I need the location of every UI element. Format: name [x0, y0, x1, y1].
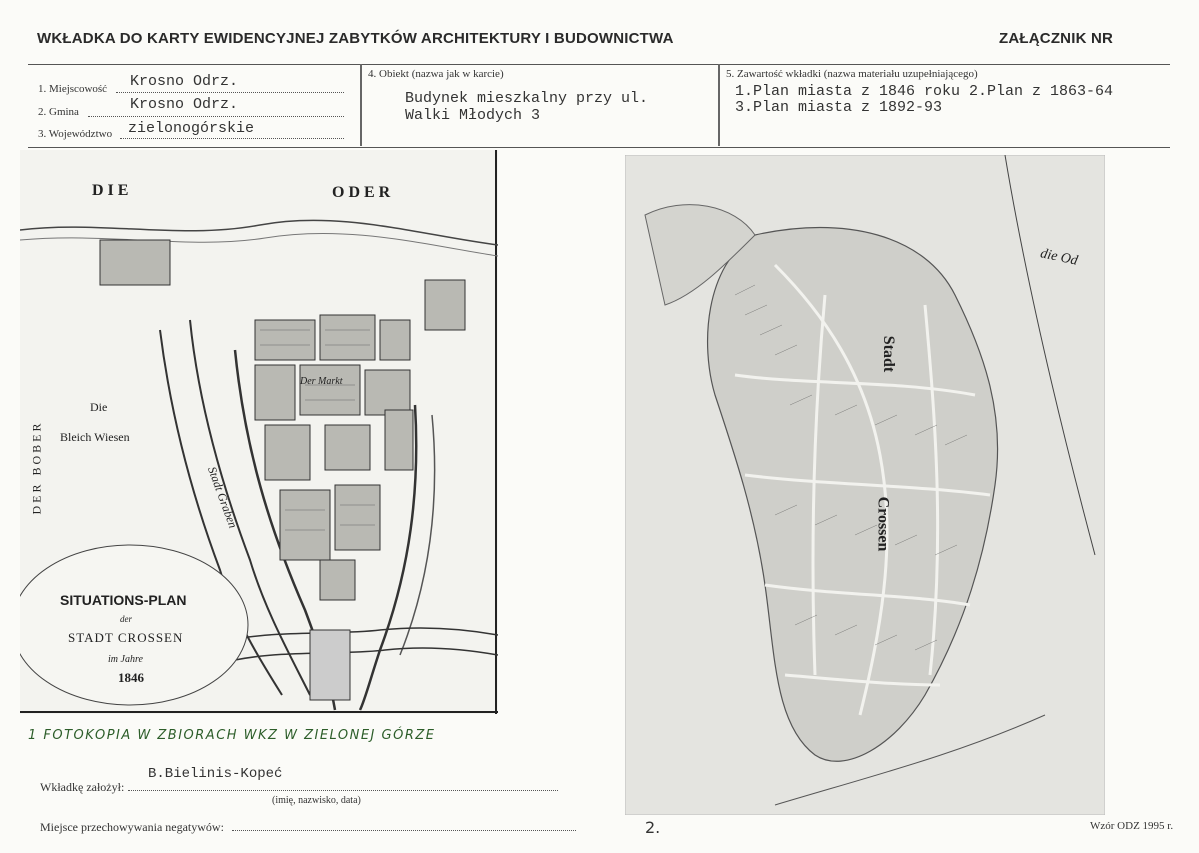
- table-divider: [718, 64, 720, 146]
- miejscowosc-value: Krosno Odrz.: [130, 73, 239, 90]
- zawartosc-line2: 3.Plan miasta z 1892-93: [735, 99, 943, 116]
- wojewodztwo-dotline: [120, 138, 344, 139]
- founder-sub: (imię, nazwisko, data): [272, 795, 361, 806]
- founder-label: Wkładkę założył:: [40, 780, 125, 794]
- map-label-der-markt: Der Markt: [300, 376, 343, 387]
- founder-value: B.Bielinis-Kopeć: [148, 766, 283, 782]
- map2-label-stadt: Stadt: [880, 335, 898, 373]
- gmina-label: 2. Gmina: [38, 106, 79, 118]
- map-label-die-2: Die: [90, 400, 108, 414]
- map-1863: [625, 155, 1105, 815]
- annex-label: ZAŁĄCZNIK NR: [999, 30, 1114, 47]
- form-id: Wzór ODZ 1995 r.: [1090, 820, 1174, 832]
- zawartosc-label: 5. Zawartość wkładki (nazwa materiału uzupełniającego): [726, 68, 978, 80]
- map-label-stadt-graben: Stadt Graben: [205, 464, 241, 530]
- map-caption: 1 FOTOKOPIA W ZBIORACH WKZ W ZIELONEJ GÓRZE: [28, 728, 436, 743]
- gmina-value: Krosno Odrz.: [130, 96, 239, 113]
- table-divider: [360, 64, 362, 146]
- obiekt-label: 4. Obiekt (nazwa jak w karcie): [368, 68, 504, 80]
- form-title: WKŁADKA DO KARTY EWIDENCYJNEJ ZABYTKÓW ARCHITEKTURY I BUDOWNICTWA: [37, 30, 674, 47]
- cartouche-city: STADT CROSSEN: [68, 630, 184, 645]
- wojewodztwo-value: zielonogórskie: [128, 120, 255, 137]
- map2-label-crossen: Crossen: [874, 496, 892, 552]
- map-label-oder: ODER: [332, 184, 395, 201]
- gmina-dotline: [88, 116, 344, 117]
- map2-label-die-oder: die Od: [1038, 246, 1079, 269]
- negatives-dotline: [232, 830, 576, 831]
- cartouche-title: SITUATIONS-PLAN: [60, 592, 187, 608]
- map-label-bleich-wiesen: Bleich Wiesen: [60, 430, 130, 444]
- miejscowosc-label: 1. Miejscowość: [38, 83, 108, 95]
- map-1846: [20, 150, 498, 714]
- obiekt-line1: Budynek mieszkalny przy ul.: [405, 90, 649, 107]
- negatives-label: Miejsce przechowywania negatywów:: [40, 820, 224, 834]
- cartouche-im-jahre: im Jahre: [108, 654, 143, 665]
- wojewodztwo-label: 3. Województwo: [38, 128, 113, 140]
- map-1863-drawing: [625, 155, 1105, 815]
- zawartosc-line1: 1.Plan miasta z 1846 roku 2.Plan z 1863-64: [735, 83, 1114, 100]
- map-label-die: DIE: [92, 182, 133, 199]
- map-label-der-bober: DER BOBER: [29, 420, 44, 515]
- page-number: 2.: [645, 818, 661, 837]
- cartouche-der: der: [120, 614, 132, 624]
- founder-dotline: [128, 790, 558, 791]
- obiekt-line2: Walki Młodych 3: [405, 107, 541, 124]
- miejscowosc-dotline: [116, 92, 344, 93]
- cartouche-year: 1846: [118, 670, 144, 685]
